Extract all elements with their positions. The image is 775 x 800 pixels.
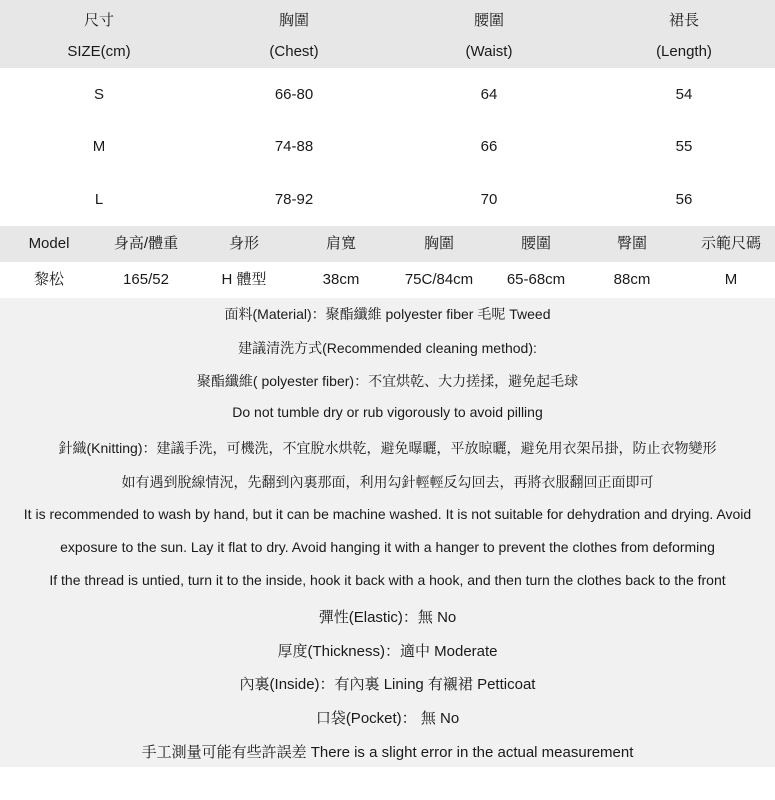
size-table-header xyxy=(0,0,775,68)
size-cell: L xyxy=(94,191,104,208)
waist-cell: 70 xyxy=(480,191,498,208)
chest-cell: 78-92 xyxy=(274,191,314,208)
model-size: M xyxy=(724,271,738,288)
table-row xyxy=(0,191,775,211)
table-row xyxy=(0,138,775,158)
size-cell: S xyxy=(93,86,104,103)
size-table-body xyxy=(0,68,775,226)
measurement-note: 手工測量可能有些許誤差 There is a slight error in the actual measurement xyxy=(141,744,634,761)
chest-cell: 66-80 xyxy=(274,86,314,103)
header-length-en: (Length) xyxy=(656,43,712,60)
model-name: 黎松 xyxy=(33,271,64,288)
chest-cell: 74-88 xyxy=(274,138,314,155)
size-table xyxy=(0,0,775,226)
inside-line: 內裏(Inside)：有內裏 Lining 有襯裙 Petticoat xyxy=(239,676,536,693)
care-info-block xyxy=(0,298,775,767)
length-cell: 54 xyxy=(675,86,693,103)
header-chest: 胸圍 xyxy=(423,235,454,252)
table-row xyxy=(0,86,775,106)
cleaning-title: 建議清洗方式(Recommended cleaning method): xyxy=(238,340,537,356)
knitting-care-en-2: exposure to the sun. Lay it flat to dry. Avoid hanging it with a hanger to prevent the clothes from deforming xyxy=(60,539,715,555)
polyester-care-zh: 聚酯纖維( polyester fiber)：不宜烘乾、大力搓揉，避免起毛球 xyxy=(196,373,579,389)
material-line: 面料(Material)：聚酯纖維 polyester fiber 毛呢 Tweed xyxy=(224,306,551,322)
model-body-shape: H 體型 xyxy=(221,271,267,288)
header-model: Model xyxy=(28,235,70,252)
polyester-care-en: Do not tumble dry or rub vigorously to avoid pilling xyxy=(232,404,543,420)
header-waist-zh: 腰圍 xyxy=(473,12,504,29)
pocket-line: 口袋(Pocket)： 無 No xyxy=(315,710,460,727)
model-chest: 75C/84cm xyxy=(404,271,474,288)
thread-care-en: If the thread is untied, turn it to the inside, hook it back with a hook, and then turn the clothes back to the front xyxy=(49,572,726,588)
header-height-weight: 身高/體重 xyxy=(113,235,179,252)
model-table-header xyxy=(0,226,775,262)
waist-cell: 64 xyxy=(480,86,498,103)
header-body-shape: 身形 xyxy=(228,235,259,252)
model-shoulder: 38cm xyxy=(322,271,360,288)
knitting-care-en-1: It is recommended to wash by hand, but it can be machine washed. It is not suitable for dehydration and drying. Avoid xyxy=(23,506,752,522)
header-chest-zh: 胸圍 xyxy=(278,12,309,29)
header-chest-en: (Chest) xyxy=(269,43,319,60)
header-shoulder: 肩寬 xyxy=(325,235,356,252)
length-cell: 56 xyxy=(675,191,693,208)
model-height-weight: 165/52 xyxy=(123,271,169,288)
header-hip: 臀圍 xyxy=(616,235,647,252)
length-cell: 55 xyxy=(675,138,693,155)
knitting-care-zh: 針織(Knitting)：建議手洗，可機洗，不宜脫水烘乾，避免曝曬，平放晾曬，避免用衣架吊掛，防止衣物變形 xyxy=(58,440,717,456)
header-model-size: 示範尺碼 xyxy=(700,235,761,252)
model-table-row xyxy=(0,262,775,298)
size-cell: M xyxy=(92,138,106,155)
model-hip: 88cm xyxy=(613,271,651,288)
header-size-en: SIZE(cm) xyxy=(67,43,131,60)
header-length-zh: 裙長 xyxy=(668,12,699,29)
elastic-line: 彈性(Elastic)：無 No xyxy=(318,609,457,626)
header-waist: 腰圍 xyxy=(520,235,551,252)
thickness-line: 厚度(Thickness)：適中 Moderate xyxy=(277,643,498,660)
waist-cell: 66 xyxy=(480,138,498,155)
header-size-zh: 尺寸 xyxy=(83,12,114,29)
model-waist: 65-68cm xyxy=(506,271,566,288)
thread-care-zh: 如有遇到脫線情況，先翻到內裏那面，利用勾針輕輕反勾回去，再將衣服翻回正面即可 xyxy=(121,474,654,490)
header-waist-en: (Waist) xyxy=(465,43,513,60)
